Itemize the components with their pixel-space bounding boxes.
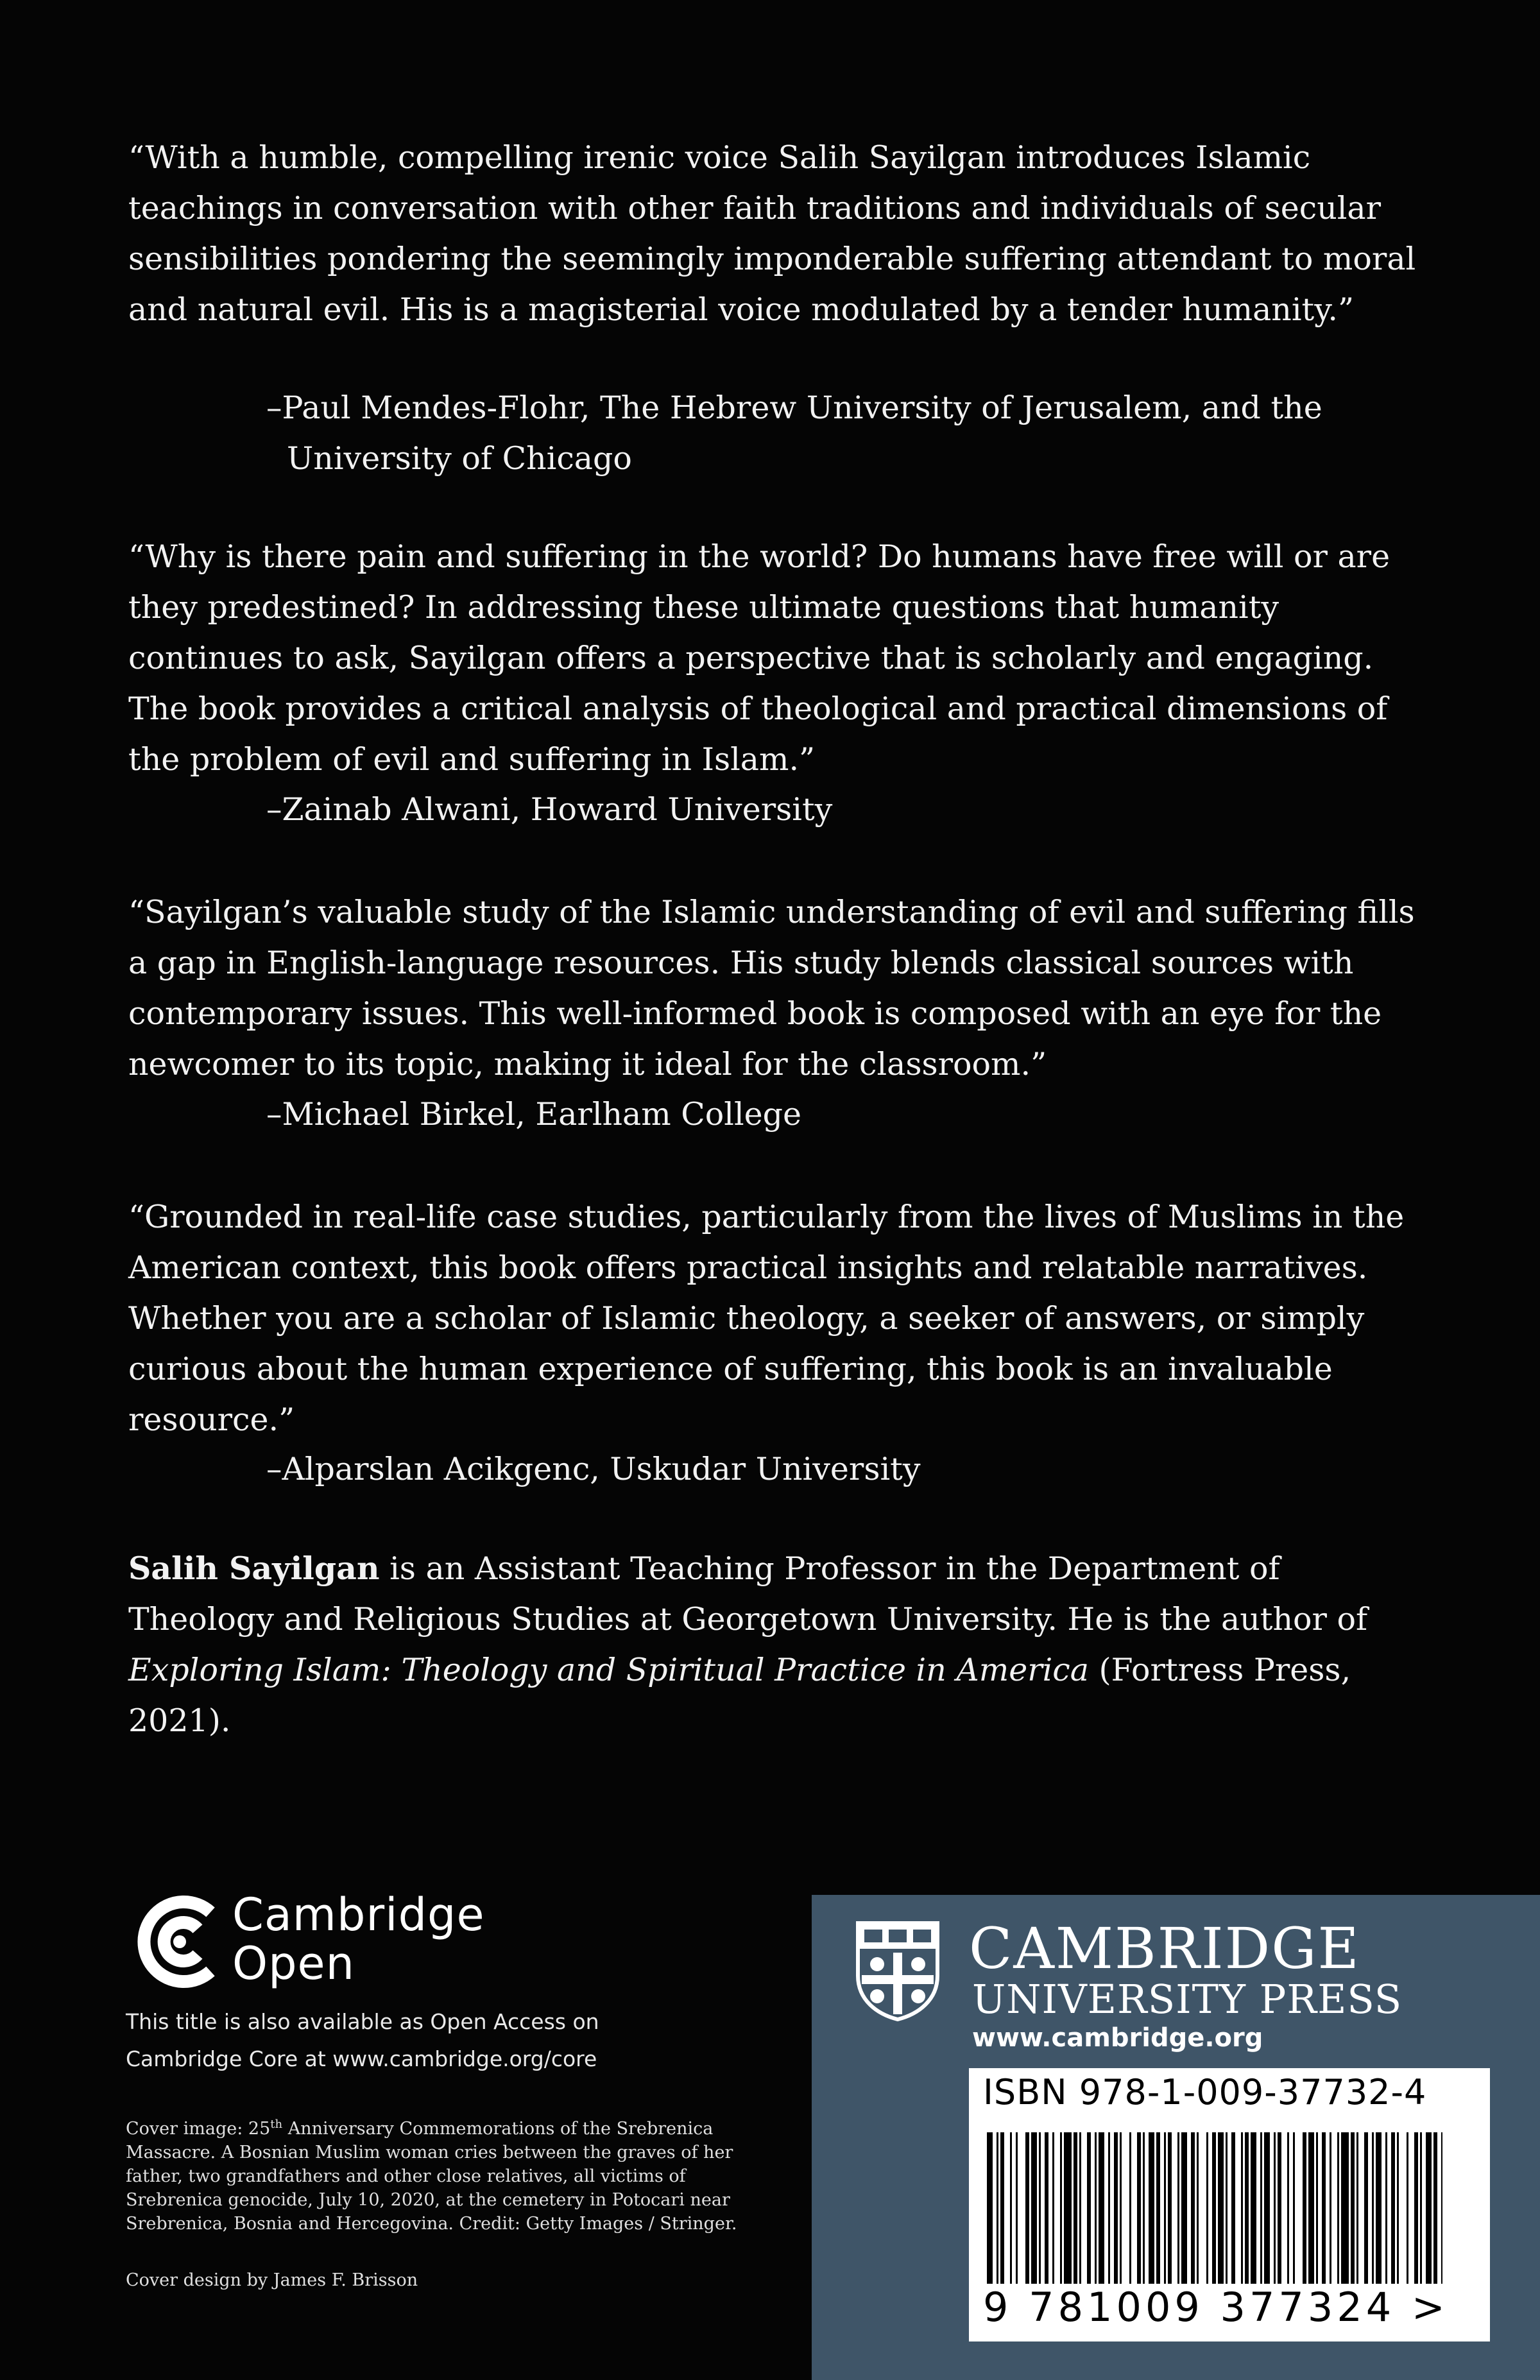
barcode-bar: [1433, 2132, 1437, 2284]
barcode-bar: [1356, 2132, 1358, 2284]
cambridge-open-line2: Open: [232, 1937, 355, 1990]
barcode-bar: [1316, 2132, 1318, 2284]
barcode-bar: [1245, 2132, 1249, 2284]
barcode-bar: [987, 2132, 993, 2284]
barcode-bar: [1420, 2132, 1422, 2284]
quote-4-attribution: –Alparslan Acikgenc, Uskudar University: [266, 1451, 921, 1487]
barcode-bar: [1177, 2132, 1179, 2284]
barcode-bar: [1060, 2132, 1062, 2284]
barcode-bar: [1143, 2132, 1145, 2284]
barcode-bar: [1251, 2132, 1256, 2284]
bio-text-2: (Fortress Press, 2021).: [128, 1652, 1351, 1739]
quote-3-text: “Sayilgan’s valuable study of the Islamic understanding of evil and suffering fills a gap in English-language resources. His study blends classical sources with contemporary issues. This well-informed book is composed with an eye for the newcomer to its topic, making it ideal for the classroom.”: [128, 894, 1415, 1083]
barcode-bar: [1364, 2132, 1368, 2284]
barcode-bar: [1137, 2132, 1141, 2284]
barcode-bar: [1039, 2132, 1041, 2284]
barcode-box: [969, 2068, 1490, 2341]
quote-1-attribution: [266, 382, 1485, 484]
publisher-panel: [812, 1895, 1540, 2380]
barcode-bar: [1260, 2132, 1262, 2284]
barcode-bar: [1087, 2132, 1091, 2284]
quote-3-attribution: –Michael Birkel, Earlham College: [266, 1096, 802, 1133]
barcode-bar: [1120, 2132, 1122, 2284]
barcode-bar: [1218, 2132, 1224, 2284]
isbn-label: ISBN 978-1-009-37732-4: [983, 2072, 1427, 2112]
credit-superscript: th: [270, 2118, 283, 2131]
barcode-bar: [1095, 2132, 1097, 2284]
publisher-name: CAMBRIDGE: [969, 1915, 1360, 1982]
barcode-bar: [1231, 2132, 1235, 2284]
author-name: Salih Sayilgan: [128, 1550, 380, 1587]
barcode-bar: [1212, 2132, 1216, 2284]
barcode-bar: [1197, 2132, 1199, 2284]
cambridge-open-line1: Cambridge: [232, 1888, 485, 1941]
barcode-bar: [1031, 2132, 1037, 2284]
barcode-bar: [1129, 2132, 1131, 2284]
barcode-bar: [1330, 2132, 1331, 2284]
quote-2-text: “Why is there pain and suffering in the world? Do humans have free will or are they predestined? In addressing these ultimate questions that humanity continues to ask, Sayilgan offers a perspective that is scholarly and engaging. The book provides a critical analysis of theological and practical dimensions of the problem of evil and suffering in Islam.”: [128, 538, 1390, 778]
barcode-bar: [1010, 2132, 1012, 2284]
barcode-bar: [1376, 2132, 1382, 2284]
barcode-bar: [1341, 2132, 1349, 2284]
credit-lead: Cover image: 25: [126, 2119, 271, 2139]
cambridge-open-wordmark: [232, 1890, 485, 1988]
barcode-bar: [1303, 2132, 1306, 2284]
barcode-bar: [1351, 2132, 1355, 2284]
barcode-bar: [1414, 2132, 1418, 2284]
barcode-bar: [1241, 2132, 1243, 2284]
barcode-bar: [1149, 2132, 1154, 2284]
barcode-bar: [997, 2132, 998, 2284]
barcode-bar: [1206, 2132, 1208, 2284]
barcode-bar: [1064, 2132, 1072, 2284]
barcode-bar: [1441, 2132, 1442, 2284]
barcode-number: 9 781009 377324 >: [983, 2284, 1449, 2331]
barcode-bar: [1114, 2132, 1118, 2284]
barcode-bar: [1016, 2132, 1018, 2284]
barcode-bar: [1052, 2132, 1054, 2284]
barcode-bar: [1308, 2132, 1314, 2284]
author-bio: [128, 1543, 1431, 1746]
barcode-bar: [1079, 2132, 1081, 2284]
barcode-bar: [1099, 2132, 1104, 2284]
barcode-bar: [1226, 2132, 1228, 2284]
bio-book-title: Exploring Islam: Theology and Spiritual Practice in America: [128, 1652, 1089, 1688]
barcode-bar: [1000, 2132, 1004, 2284]
quote-4-text: “Grounded in real-life case studies, particularly from the lives of Muslims in the American context, this book offers practical insights and relatable narratives. Whether you are a scholar of Islamic theology, a seeker of answers, or simply curious about the human experience of suffering, this book is an invaluable resource.”: [128, 1199, 1405, 1438]
barcode-bar: [1293, 2132, 1295, 2284]
barcode-bar: [1074, 2132, 1077, 2284]
barcode-bar: [1337, 2132, 1339, 2284]
barcode-bar: [1372, 2132, 1374, 2284]
barcode-bar: [1156, 2132, 1160, 2284]
publisher-press: UNIVERSITY PRESS: [972, 1976, 1403, 2023]
bio-text-1: is an Assistant Teaching Professor in the Department of Theology and Religious Studies at Georgetown University. He is the author of: [128, 1550, 1368, 1638]
barcode-bar: [1278, 2132, 1281, 2284]
barcode-bar: [1322, 2132, 1326, 2284]
cover-design-credit: Cover design by James F. Brisson: [126, 2270, 418, 2290]
barcode-bar: [1025, 2132, 1029, 2284]
barcode-bar: [1385, 2132, 1387, 2284]
barcode-bar: [1274, 2132, 1276, 2284]
barcode-bar: [1108, 2132, 1110, 2284]
barcode-bar: [1391, 2132, 1395, 2284]
barcode-bar: [1191, 2132, 1195, 2284]
quote-1-text: “With a humble, compelling irenic voice Salih Sayilgan introduces Islamic teachings in conversation with other faith traditions and individuals of secular sensibilities pondering the seemingly imponderable suffering attendant to moral and natural evil. His is a magisterial voice modulated by a tender humanity.”: [128, 139, 1416, 328]
quote-1-attribution-line2: University of Chicago: [287, 440, 632, 477]
cover-image-credit: [126, 2112, 767, 2236]
barcode-bar: [1164, 2132, 1166, 2284]
credit-rest: Anniversary Commemorations of the Srebrenica Massacre. A Bosnian Muslim woman cries between the graves of her father, two grandfathers and other close relatives, all victims of Srebrenica genocide, July 10, 2020, at the cemetery in Potocari near Srebrenica, Bosnia and Hercegovina. Credit: Getty Images / Stringer.: [126, 2119, 737, 2234]
barcode-bar: [1287, 2132, 1289, 2284]
publisher-url: www.cambridge.org: [972, 2023, 1263, 2053]
barcode-bar: [1397, 2132, 1399, 2284]
barcode-bar: [1168, 2132, 1172, 2284]
barcode-bar: [1426, 2132, 1432, 2284]
cambridge-crest-icon: [855, 1921, 940, 2022]
open-access-note: This title is also available as Open Access on Cambridge Core at www.cambridge.org/core: [126, 2009, 599, 2071]
barcode-bar: [1045, 2132, 1048, 2284]
quote-2-attribution: –Zainab Alwani, Howard University: [266, 791, 833, 828]
barcode-bar: [1407, 2132, 1408, 2284]
quote-1-attribution-line1: –Paul Mendes-Flohr, The Hebrew University of Jerusalem, and the: [266, 390, 1322, 426]
barcode-bar: [1264, 2132, 1270, 2284]
barcode-bar: [1181, 2132, 1187, 2284]
barcode-bars: [987, 2132, 1442, 2284]
